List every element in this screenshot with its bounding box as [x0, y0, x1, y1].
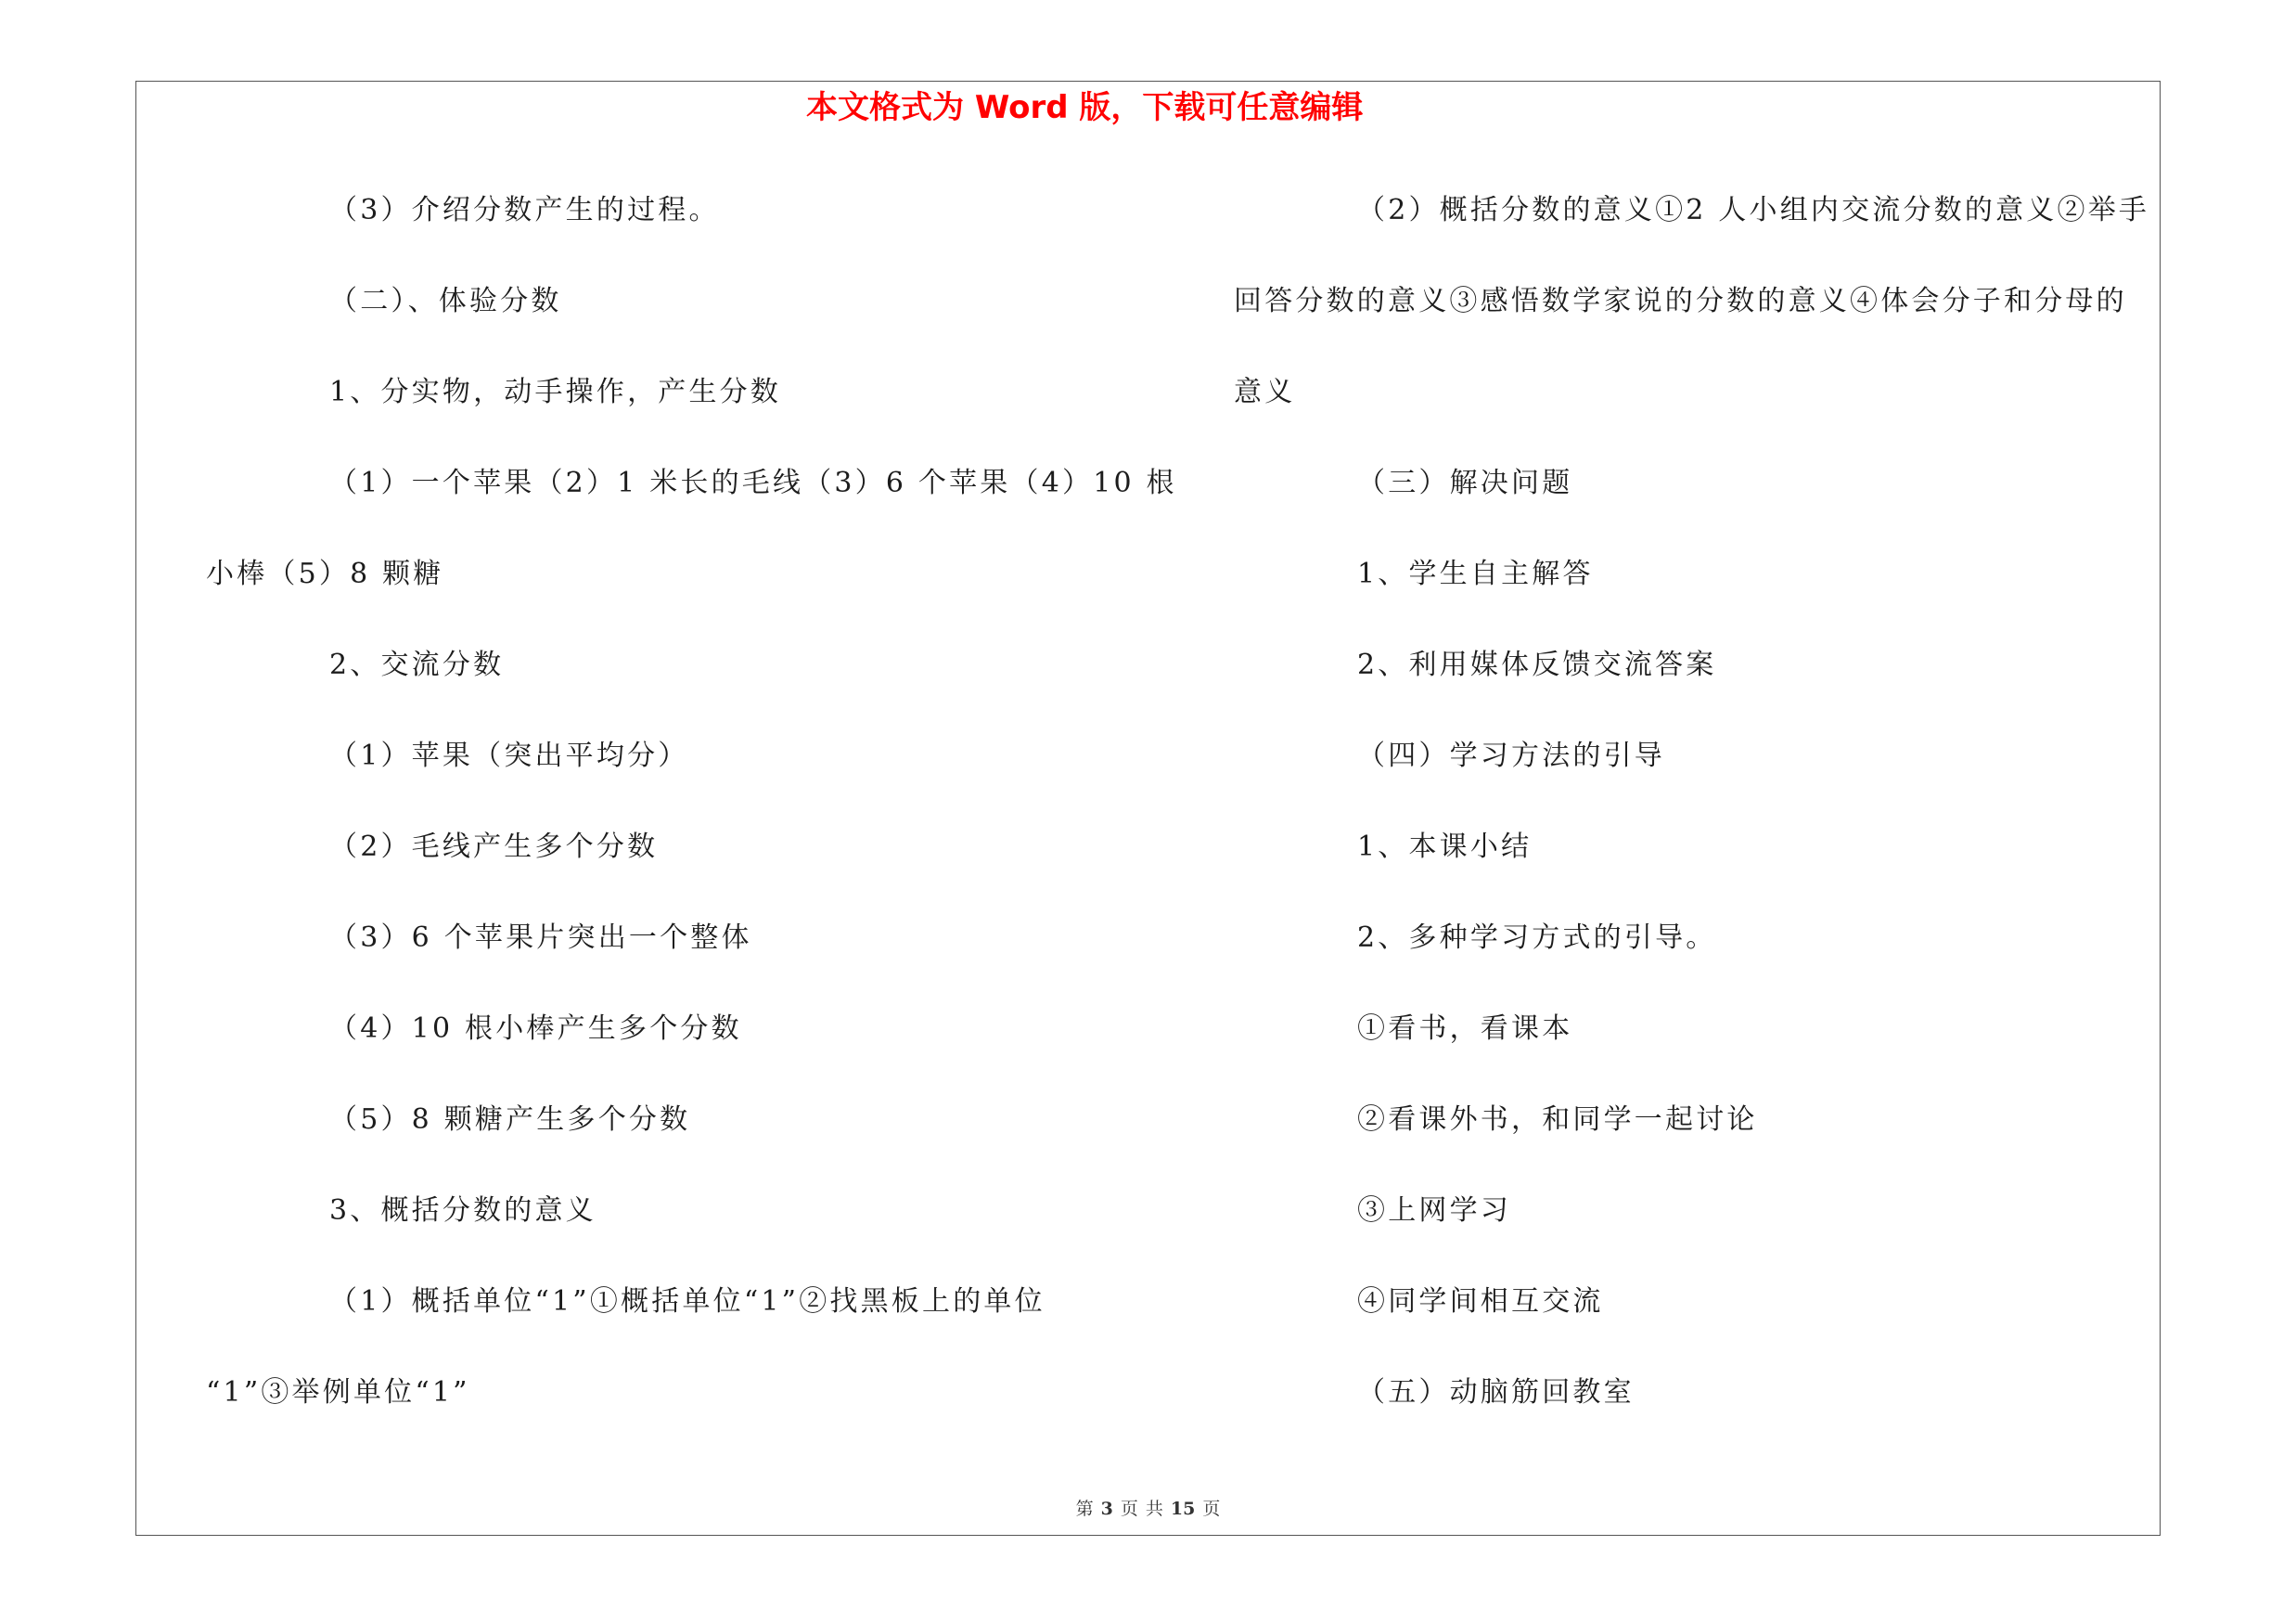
- text-line: （1）苹果（突出平均分）: [329, 740, 689, 772]
- paragraph: [1234, 529, 2152, 620]
- text-line: ④同学间相互交流: [1357, 1285, 1604, 1318]
- page-number-prefix: 第: [1075, 1499, 1094, 1519]
- text-line: （四）学习方法的引导: [1357, 740, 1665, 772]
- section-heading: [1234, 438, 2152, 529]
- paragraph: [1234, 620, 2152, 711]
- section-heading: [1234, 1347, 2152, 1438]
- text-line: （5）8 颗糖产生多个分数: [329, 1103, 691, 1136]
- text-line: 2、多种学习方式的引导。: [1357, 921, 1717, 954]
- paragraph: [206, 438, 1189, 620]
- paragraph: [206, 1075, 1189, 1166]
- text-line: 2、交流分数: [329, 649, 505, 681]
- page-number: 3: [1100, 1499, 1113, 1519]
- text-line: 3、概括分数的意义: [329, 1194, 596, 1227]
- paragraph: [1234, 893, 2152, 984]
- text-line: ③上网学习: [1357, 1194, 1511, 1227]
- text-line: 2、利用媒体反馈交流答案: [1357, 649, 1717, 681]
- paragraph: [206, 1166, 1189, 1256]
- paragraph: [206, 893, 1189, 984]
- list-item: [1234, 1075, 2152, 1166]
- text-line: （3）介绍分数产生的过程。: [329, 194, 720, 226]
- text-line: （2）概括分数的意义①2 人小组内交流分数的意义②举手: [1357, 194, 2150, 226]
- paragraph: [1234, 802, 2152, 893]
- page-total: 15: [1170, 1499, 1196, 1519]
- text-line: 小棒（5）8 颗糖: [206, 558, 444, 590]
- text-line: （1）概括单位“1”①概括单位“1”②找黑板上的单位: [329, 1285, 1045, 1318]
- text-line: （五）动脑筋回教室: [1357, 1376, 1635, 1409]
- text-line: 1、学生自主解答: [1357, 558, 1594, 590]
- paragraph: [206, 711, 1189, 802]
- paragraph: [206, 802, 1189, 893]
- paragraph: [206, 347, 1189, 438]
- paragraph: [1234, 165, 2152, 438]
- format-banner: 本文格式为 Word 版，下载可任意编辑: [806, 89, 1364, 126]
- text-line: 回答分数的意义③感悟数学家说的分数的意义④体会分子和分母的: [1234, 285, 2127, 317]
- text-line: ②看课外书，和同学一起讨论: [1357, 1103, 1758, 1136]
- page-total-prefix: 共: [1145, 1499, 1163, 1519]
- paragraph: [206, 620, 1189, 711]
- text-line: （3）6 个苹果片突出一个整体: [329, 921, 752, 954]
- page-footer: [0, 1498, 2296, 1520]
- left-column: [206, 165, 1189, 1438]
- text-line: （2）毛线产生多个分数: [329, 831, 659, 863]
- text-line: 1、分实物，动手操作，产生分数: [329, 376, 782, 408]
- list-item: [1234, 984, 2152, 1075]
- section-heading: [206, 256, 1189, 347]
- list-item: [1234, 1256, 2152, 1347]
- text-line: 意义: [1234, 376, 1296, 408]
- text-line: ①看书，看课本: [1357, 1012, 1573, 1045]
- right-column: [1234, 165, 2152, 1438]
- paragraph: [206, 165, 1189, 256]
- text-line: （1）一个苹果（2）1 米长的毛线（3）6 个苹果（4）10 根: [329, 467, 1177, 499]
- page-total-suffix: 页: [1202, 1499, 1221, 1519]
- section-heading: [1234, 711, 2152, 802]
- text-line: （二）、体验分数: [329, 285, 562, 317]
- paragraph: [206, 1256, 1189, 1438]
- page-number-suffix: 页: [1120, 1499, 1138, 1519]
- text-line: （三）解决问题: [1357, 467, 1573, 499]
- paragraph: [206, 984, 1189, 1075]
- text-line: （4）10 根小棒产生多个分数: [329, 1012, 742, 1045]
- text-line: 1、本课小结: [1357, 831, 1533, 863]
- list-item: [1234, 1166, 2152, 1256]
- text-line: “1”③举例单位“1”: [206, 1376, 470, 1409]
